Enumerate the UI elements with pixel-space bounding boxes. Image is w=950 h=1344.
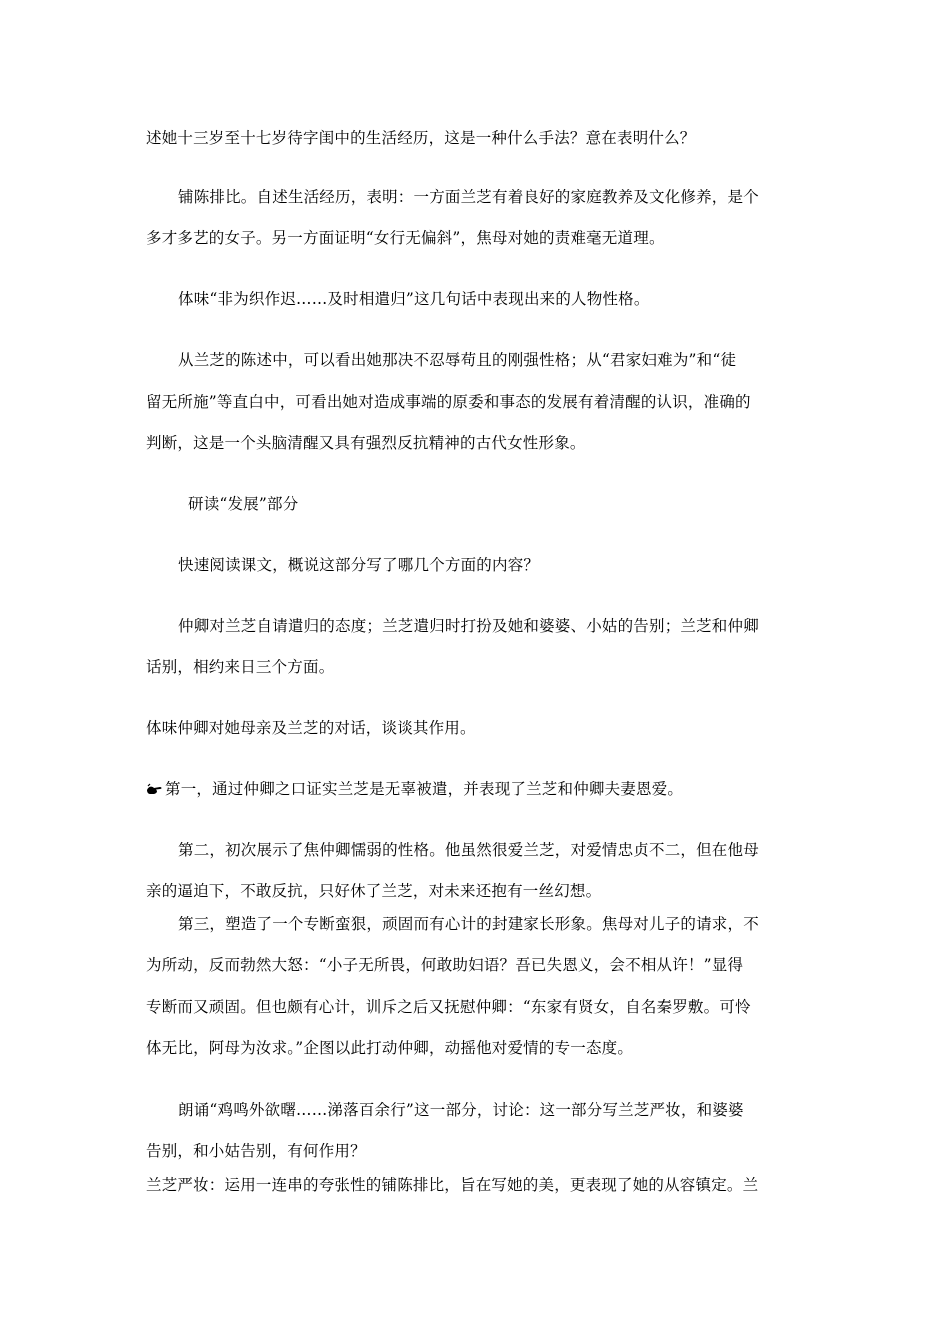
text-line-15: 亲的逼迫下，不敢反抗，只好休了兰芝，对未来还抱有一丝幻想。 <box>146 882 602 900</box>
text-line-10: 仲卿对兰芝自请遣归的态度；兰芝遣归时打扮及她和婆婆、小姑的告别；兰芝和仲卿 <box>178 617 759 635</box>
text-line-16: 第三，塑造了一个专断蛮狠，顽固而有心计的封建家长形象。焦母对儿子的请求，不 <box>178 915 759 933</box>
text-line-6: 留无所施”等直白中，可看出她对造成事端的原委和事态的发展有着清醒的认识，准确的 <box>146 393 751 411</box>
text-line-5: 从兰芝的陈述中，可以看出她那决不忍辱苟且的刚强性格；从“君家妇难为”和“徒 <box>178 351 737 369</box>
text-line-21: 告别，和小姑告别，有何作用？ <box>146 1142 366 1160</box>
text-line-17: 为所动，反而勃然大怒：“小子无所畏，何敢助妇语？吾已失恩义，会不相从许！”显得 <box>146 956 744 974</box>
hand-pointer-icon <box>146 781 164 795</box>
text-line-3: 多才多艺的女子。另一方面证明“女行无偏斜”，焦母对她的责难毫无道理。 <box>146 229 665 247</box>
text-line-20: 朗诵“鸡鸣外欲曙……涕落百余行”这一部分，讨论：这一部分写兰芝严妆，和婆婆 <box>178 1101 744 1119</box>
text-line-12: 体味仲卿对她母亲及兰芝的对话，谈谈其作用。 <box>146 719 476 737</box>
text-line-14: 第二，初次展示了焦仲卿懦弱的性格。他虽然很爱兰芝，对爱情忠贞不二，但在他母 <box>178 841 759 859</box>
text-line-9: 快速阅读课文，概说这部分写了哪几个方面的内容？ <box>178 556 540 574</box>
section-heading: 研读“发展”部分 <box>188 495 299 513</box>
text-line-18: 专断而又顽固。但也颇有心计，训斥之后又抚慰仲卿：“东家有贤女，自名秦罗敷。可怜 <box>146 998 751 1016</box>
text-line-22: 兰芝严妆：运用一连串的夸张性的铺陈排比，旨在写她的美，更表现了她的从容镇定。兰 <box>146 1176 759 1194</box>
text-line-19: 体无比，阿母为汝求。”企图以此打动仲卿，动摇他对爱情的专一态度。 <box>146 1039 634 1057</box>
text-line-11: 话别，相约来日三个方面。 <box>146 658 335 676</box>
text-line-4: 体味“非为织作迟……及时相遣归”这几句话中表现出来的人物性格。 <box>178 290 650 308</box>
text-line-2: 铺陈排比。自述生活经历，表明：一方面兰芝有着良好的家庭教养及文化修养，是个 <box>178 188 759 206</box>
text-line-7: 判断，这是一个头脑清醒又具有强烈反抗精神的古代女性形象。 <box>146 434 586 452</box>
text-line-1: 述她十三岁至十七岁待字闺中的生活经历，这是一种什么手法？意在表明什么？ <box>146 129 696 147</box>
bullet-line <box>146 779 683 799</box>
bullet-text: 第一，通过仲卿之口证实兰芝是无辜被遣，并表现了兰芝和仲卿夫妻恩爱。 <box>165 780 684 798</box>
